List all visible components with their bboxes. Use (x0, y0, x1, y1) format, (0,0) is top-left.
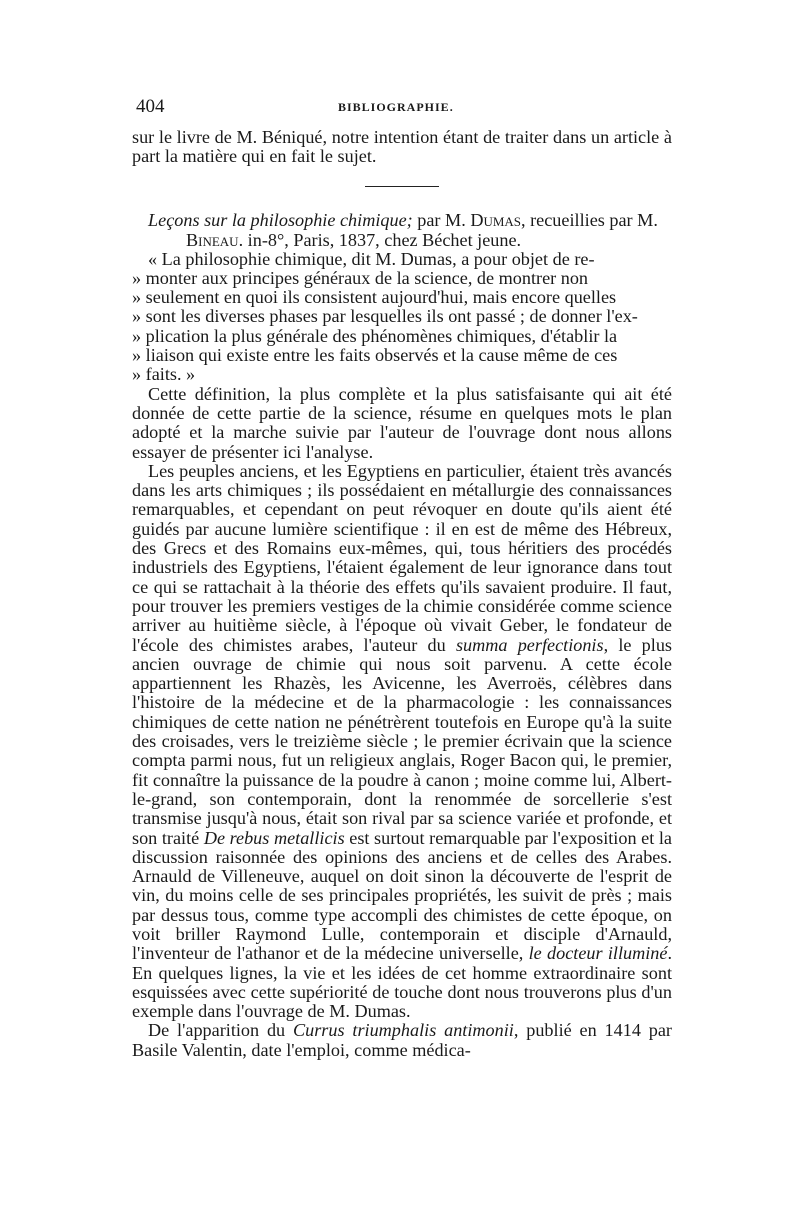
quotation-block (132, 250, 672, 385)
italic-title: Currus triumphalis antimonii (293, 1020, 514, 1041)
citation-part-2: , recueillies par M. (521, 209, 658, 230)
quote-line: » plication la plus générale des phénomènes chimiques, d'établir la (132, 325, 618, 346)
paragraph-text: est surtout remarquable par l'exposition et la discussion raisonnée des opinions des anciens et de celles des Arabes. Arnauld de Villeneuve, auquel on doit sinon la découverte de l'esprit de vin, du moins celle de ses principales propriétés, les suivit de près ; mais par dessus tous, comme type accompli des chimistes de cette époque, on voit briller Raymond Lulle, contemporain et disciple d'Arnauld, l'inventeur de l'athanor et de la médecine universelle, (132, 827, 672, 964)
page-number: 404 (136, 96, 165, 117)
intro-paragraph: sur le livre de M. Béniqué, notre intention étant de traiter dans un article à part la matière qui en fait le sujet. (132, 127, 672, 167)
quote-line: » monter aux principes généraux de la science, de montrer non (132, 267, 589, 288)
page-body (132, 128, 672, 1060)
quote-line: « La philosophie chimique, dit M. Dumas, a pour objet de re- (148, 248, 595, 269)
paragraph-text: , publié en 1414 par Basile Valentin, date l'emploi, comme médica- (132, 1020, 672, 1060)
italic-title: De rebus metallicis (203, 827, 345, 848)
running-title: BIBLIOGRAPHIE. (338, 100, 454, 114)
italic-title: summa perfectionis (455, 634, 604, 655)
quote-line: » seulement en quoi ils consistent aujourd'hui, mais encore quelles (132, 287, 617, 308)
paragraph-text: Les peuples anciens, et les Egyptiens en particulier, étaient très avancés dans les arts chimiques ; ils possédaient en métallurgie des connaissances remarquables, et cependant on peut révoquer en doute qu'ils aient été guidés par aucune lumière scientifique : il en est de même des Hébreux, des Grecs et des Romains eux-mêmes, qui, tous héritiers des procédés industriels des Egyptiens, l'étaient également de leur ignorance dans tout ce qui se rattachait à la théorie des effets qu'ils savaient produire. Il faut, pour trouver les premiers vestiges de la chimie considérée comme science arriver au huitième siècle, à l'époque où vivait Geber, le fondateur de l'école des chimistes arabes, l'auteur du (132, 460, 672, 655)
body-paragraph (132, 1021, 672, 1060)
body-paragraph (132, 462, 672, 1022)
book-citation (132, 210, 672, 250)
section-divider (365, 186, 439, 187)
citation-part-3: . in-8°, Paris, 1837, chez Béchet jeune. (238, 229, 522, 250)
author-dumas: Dumas (470, 209, 522, 230)
page-header (136, 96, 670, 120)
paragraph-text: , le plus ancien ouvrage de chimie qui nous soit parvenu. A cette école appartiennent les Rhazès, les Avicenne, les Averroës, célèbres dans l'histoire de la médecine et de la pharmacologie : les connaissances chimiques de cette nation ne pénétrèrent toutefois en Europe qu'à la suite des croisades, vers le treizième siècle ; le premier écrivain que la science compta parmi nous, fut un religieux anglais, Roger Bacon qui, le premier, fit connaître la puissance de la poudre à canon ; moine comme lui, Albert-le-grand, son contemporain, dont la renommée de sorcellerie s'est transmise jusqu'à nous, était son rival par sa science variée et profonde, et son traité (132, 634, 672, 848)
quote-line: » liaison qui existe entre les faits observés et la cause même de ces (132, 345, 618, 366)
quote-line: » sont les diverses phases par lesquelles ils ont passé ; de donner l'ex- (132, 306, 638, 327)
author-bineau: Bineau (186, 229, 239, 250)
paragraph-text: De l'apparition du (148, 1020, 293, 1041)
book-title: Leçons sur la philosophie chimique; (148, 209, 413, 230)
quote-line: » faits. » (132, 364, 196, 385)
italic-title: le docteur illuminé (528, 943, 668, 964)
body-paragraph: Cette définition, la plus complète et la plus satisfaisante qui ait été donnée de cette partie de la science, résume en quelques mots le plan adopté et la marche suivie par l'auteur de l'ouvrage dont nous allons essayer de présenter ici l'analyse. (132, 383, 672, 462)
citation-part-1: par M. (412, 209, 471, 230)
paragraph-text: . En quelques lignes, la vie et les idées de cet homme extraordinaire sont esquissées avec cette supériorité de touche dont nous trouverons plus d'un exemple dans l'ouvrage de M. Dumas. (132, 943, 672, 1022)
